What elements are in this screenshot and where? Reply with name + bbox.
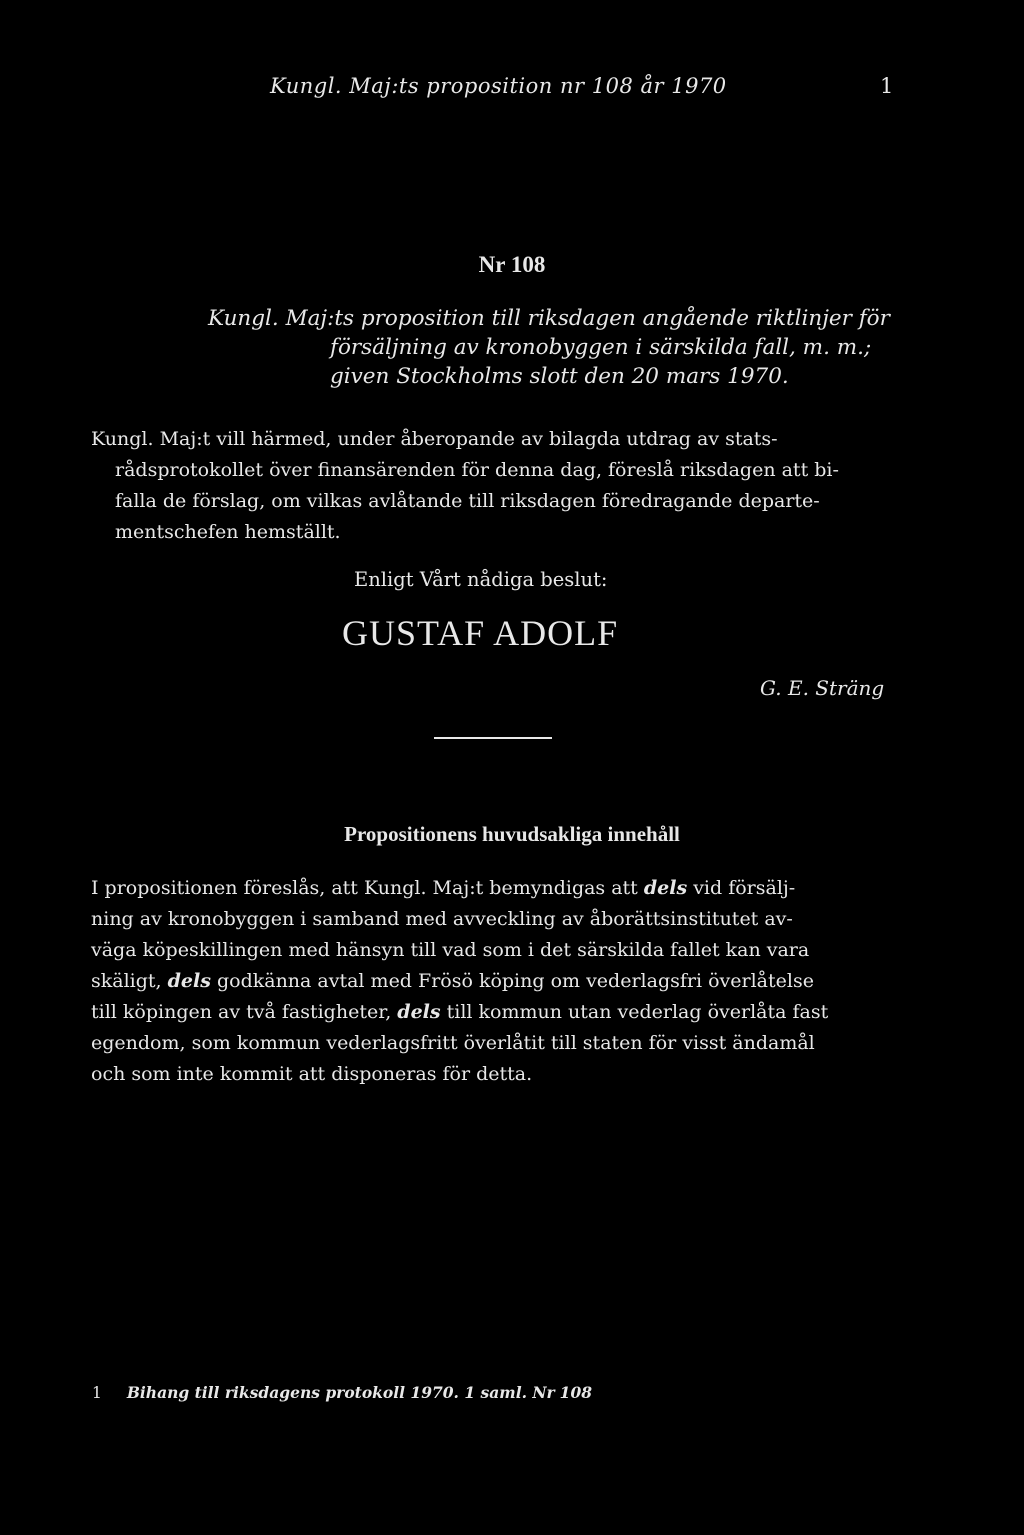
summary-text: väga köpeskillingen med hänsyn till vad som i det särskilda fallet kan vara xyxy=(91,939,810,961)
intro-line: Kungl. Maj:t vill härmed, under åberopande av bilagda utdrag av stats- xyxy=(91,428,778,450)
king-signature: GUSTAF ADOLF xyxy=(342,613,619,653)
summary-line xyxy=(91,1059,901,1090)
divider-rule xyxy=(434,737,552,739)
footer-text: Bihang till riksdagens protokoll 1970. 1 saml. Nr xyxy=(126,1383,555,1402)
countersignature: G. E. Sträng xyxy=(760,676,885,700)
emphasis-dels: dels xyxy=(167,970,211,992)
footer-nr: 108 xyxy=(559,1383,593,1402)
intro-line: falla de förslag, om vilkas avlåtande till riksdagen föredragande departe- xyxy=(115,490,820,512)
summary-text: godkänna avtal med Frösö köping om vederlagsfri överlåtelse xyxy=(210,970,814,992)
title-line: given Stockholms slott den 20 mars 1970. xyxy=(330,364,789,389)
summary-line xyxy=(91,873,901,904)
summary-text: skäligt, xyxy=(91,970,168,992)
summary-line xyxy=(91,1028,901,1059)
summary-text: och som inte kommit att disponeras för detta. xyxy=(91,1063,533,1085)
running-header: Kungl. Maj:ts proposition nr 108 år 1970 xyxy=(270,74,727,98)
title-line: försäljning av kronobyggen i särskilda fall, m. m.; xyxy=(330,335,872,360)
emphasis-dels: dels xyxy=(643,877,688,899)
title-line: Kungl. Maj:ts proposition till riksdagen angående riktlinjer för xyxy=(208,306,890,331)
summary-line xyxy=(91,904,901,935)
footer-number: 1 xyxy=(92,1384,102,1402)
summary-text: I propositionen föreslås, att Kungl. Maj:t bemyndigas att xyxy=(91,877,644,899)
intro-paragraph xyxy=(91,424,895,548)
proposition-title xyxy=(208,304,890,391)
summary-paragraph xyxy=(91,873,901,1090)
decision-phrase: Enligt Vårt nådiga beslut: xyxy=(354,568,608,591)
summary-line xyxy=(91,966,901,997)
summary-text: egendom, som kommun vederlagsfritt överlåtit till staten för visst ändamål xyxy=(91,1032,815,1054)
intro-line: rådsprotokollet över finansärenden för denna dag, föreslå riksdagen att bi- xyxy=(115,459,839,481)
proposition-number: Nr 108 xyxy=(478,252,546,277)
summary-heading: Propositionens huvudsakliga innehåll xyxy=(344,822,680,846)
page-number: 1 xyxy=(880,74,894,98)
footer xyxy=(92,1383,592,1402)
summary-text: till köpingen av två fastigheter, xyxy=(91,1001,398,1023)
intro-line: mentschefen hemställt. xyxy=(115,521,341,543)
summary-text: till kommun utan vederlag överlåta fast xyxy=(440,1001,829,1023)
summary-text: vid försälj- xyxy=(687,877,796,899)
summary-line xyxy=(91,997,901,1028)
emphasis-dels: dels xyxy=(397,1001,441,1023)
summary-line xyxy=(91,935,901,966)
summary-text: ning av kronobyggen i samband med avveckling av åborättsinstitutet av- xyxy=(91,908,793,930)
